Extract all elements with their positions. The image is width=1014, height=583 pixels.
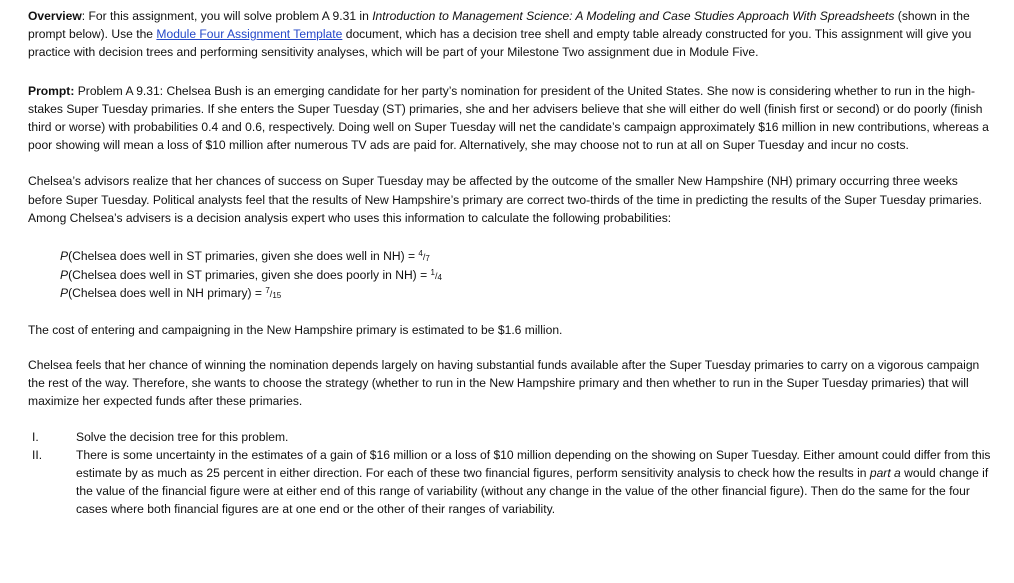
probability-symbol: P	[60, 249, 69, 264]
probability-text: (Chelsea does well in ST primaries, given she does poorly in NH) =	[68, 267, 431, 282]
cost-paragraph: The cost of entering and campaigning in the New Hampshire primary is estimated to be $1.6 million.	[28, 322, 563, 337]
probability-symbol: P	[60, 267, 69, 282]
strategy-paragraph: Chelsea feels that her chance of winning the nomination depends largely on having substantial funds available after the Super Tuesday primaries to carry on a vigorous campaign the rest of the way. Therefore, she wants to choose the strategy (whether to run in the New Hampshire primary and then whether to run in the Super Tuesday primaries) that will maximize her expected funds after these primaries.	[28, 358, 980, 409]
prompt-text: Problem A 9.31: Chelsea Bush is an emerging candidate for her party’s nomination for president of the United States. She now is considering whether to run in the high-stakes Super Tuesday primaries. If she enters the Super Tuesday (ST) primaries, she and her advisers believe that she will either do well (finish first or second) or do poorly (finish third or worse) with probabilities 0.4 and 0.6, respectively. Doing well on Super Tuesday will net the candidate’s campaign approximately $16 million in new contributions, whereas a poor showing will mean a loss of $10 million after numerous TV ads are paid for. Alternatively, she may choose not to run at all on Super Tuesday and incur no costs.	[28, 83, 989, 153]
task-item	[28, 446, 994, 519]
task-item	[28, 428, 994, 446]
probability-list	[60, 248, 994, 304]
probability-item	[60, 248, 994, 267]
prompt-paragraph	[28, 82, 994, 155]
part-a-emphasis: part a	[869, 466, 901, 481]
prompt-label: Prompt:	[28, 83, 75, 98]
probability-text: (Chelsea does well in NH primary) =	[68, 286, 266, 301]
overview-label: Overview	[28, 9, 82, 23]
overview-text-3: document, which has a decision tree shell and empty table already constructed for you. This assignment will give you practice with decision trees and performing sensitivity analyses, which will be part of your Milestone Two assignment due in Module Five.	[28, 27, 972, 60]
probability-item	[60, 267, 994, 286]
probability-fraction: $^4/_7$	[418, 249, 430, 264]
task-text: Solve the decision tree for this problem.	[76, 429, 289, 444]
task-list	[28, 428, 994, 519]
module-four-template-link[interactable]: Module Four Assignment Template	[156, 27, 343, 42]
overview-text-1: : For this assignment, you will solve problem A 9.31 in	[81, 9, 373, 23]
probability-text: (Chelsea does well in ST primaries, given she does well in NH) =	[68, 249, 419, 264]
overview-text-2: (shown in the prompt below). Use the	[28, 9, 970, 42]
overview-paragraph	[28, 7, 994, 62]
probability-fraction: $^7/_{15}$	[265, 286, 282, 301]
probability-item	[60, 285, 994, 304]
task-text: There is some uncertainty in the estimates of a gain of $16 million or a loss of $10 million depending on the showing on Super Tuesday. Either amount could differ from this estimate by as much as 25 percent in either direction. For each of these two financial figures, perform sensitivity analysis to check how the results in part a would change if the value of the financial figure were at either end of this range of variability (without any change in the value of the other financial figure). Then do the same for the four cases where both financial figures are at one end or the other of their ranges of variability.	[76, 447, 991, 517]
task-number: I.	[32, 429, 39, 444]
probability-symbol: P	[60, 286, 69, 301]
advisors-paragraph: Chelsea’s advisors realize that her chances of success on Super Tuesday may be affected by the outcome of the smaller New Hampshire (NH) primary occurring three weeks before Super Tuesday. Political analysts feel that the results of New Hampshire’s primary are correct two-thirds of the time in predicting the results of the Super Tuesday primaries. Among Chelsea’s advisers is a decision analysis expert who uses this information to calculate the following probabilities:	[28, 174, 983, 225]
book-title: Introduction to Management Science: A Modeling and Case Studies Approach With Spreadsheets	[372, 9, 895, 23]
probability-fraction: $^1/_4$	[430, 267, 442, 282]
task-number: II.	[32, 447, 43, 462]
